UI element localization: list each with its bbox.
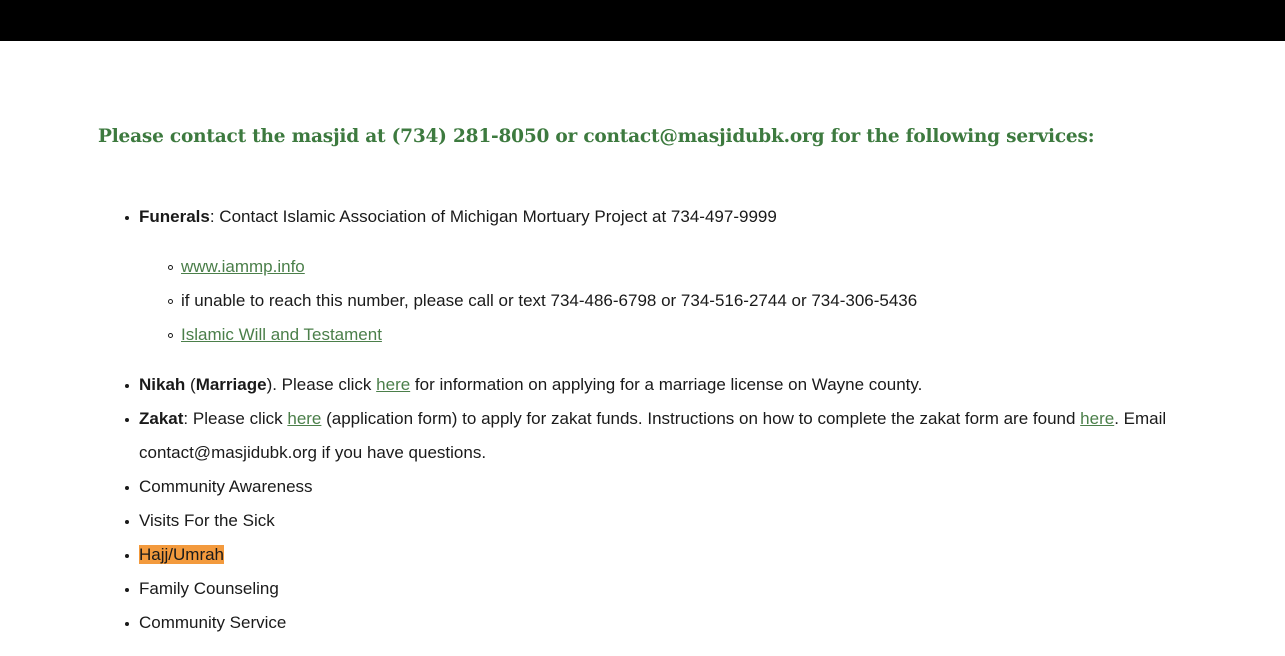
funerals-subitem-alt-numbers xyxy=(181,284,1219,318)
islamic-will-link[interactable]: Islamic Will and Testament xyxy=(181,325,382,344)
funerals-alt-numbers-text: if unable to reach this number, please call or text 734-486-6798 or 734-516-2744 or 734-306-5436 xyxy=(181,291,918,310)
service-item-nikah xyxy=(139,368,1219,402)
services-list xyxy=(139,200,1219,640)
service-item-community-service: Community Service xyxy=(139,606,1219,640)
service-item-zakat xyxy=(139,402,1219,470)
top-bar xyxy=(0,0,1285,41)
service-item-visits-for-sick: Visits For the Sick xyxy=(139,504,1219,538)
page-heading: Please contact the masjid at (734) 281-8050 or contact@masjidubk.org for the following services: xyxy=(98,126,1095,147)
zakat-application-link[interactable]: here xyxy=(287,409,322,428)
zakat-text-before-link: : Please click xyxy=(183,409,288,428)
funerals-subitem-will xyxy=(181,318,1219,352)
service-item-community-awareness: Community Awareness xyxy=(139,470,1219,504)
zakat-label: Zakat xyxy=(139,409,184,428)
nikah-text-after-link: for information on applying for a marriage license on Wayne county. xyxy=(410,375,923,394)
service-item-funerals xyxy=(139,200,1219,352)
hajj-umrah-highlighted-text: Hajj/Umrah xyxy=(139,545,225,564)
iammp-website-link[interactable]: www.iammp.info xyxy=(181,257,305,276)
funerals-subitem-website xyxy=(181,250,1219,284)
service-item-family-counseling: Family Counseling xyxy=(139,572,1219,606)
service-item-hajj-umrah xyxy=(139,538,1219,572)
marriage-license-link[interactable]: here xyxy=(376,375,411,394)
nikah-label: Nikah xyxy=(139,375,186,394)
nikah-text-before-link: ). Please click xyxy=(266,375,377,394)
funerals-sublist xyxy=(139,250,1219,352)
funerals-text: : Contact Islamic Association of Michigan Mortuary Project at 734-497-9999 xyxy=(209,207,777,226)
funerals-label: Funerals xyxy=(139,207,210,226)
nikah-open-paren: ( xyxy=(185,375,196,394)
zakat-text-after: . Email contact@masjidubk.org if you have questions. xyxy=(139,409,1167,462)
zakat-text-between: (application form) to apply for zakat funds. Instructions on how to complete the zakat form are found xyxy=(321,409,1081,428)
nikah-marriage-label: Marriage xyxy=(195,375,267,394)
zakat-instructions-link[interactable]: here xyxy=(1080,409,1115,428)
